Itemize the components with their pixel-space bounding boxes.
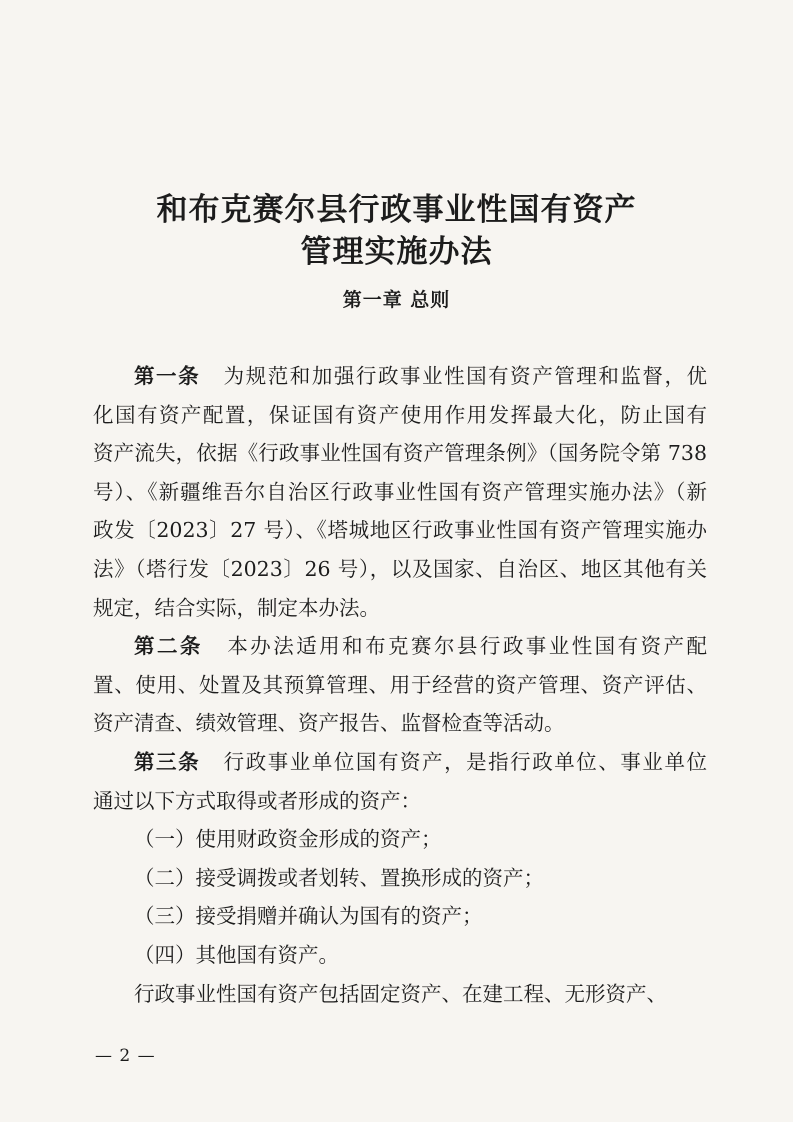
article-3-line: 通过以下方式取得或者形成的资产： [93, 788, 421, 813]
article-1-line: 化国有资产配置，保证国有资产使用作用发挥最大化，防止国有 [93, 402, 707, 427]
article-3-line: 第三条 行政事业单位国有资产，是指行政单位、事业单位 [134, 749, 708, 774]
article-2-lead: 第二条 [134, 634, 203, 659]
article-3-lead: 第三条 [134, 749, 201, 774]
chapter-heading: 第一章 总则 [342, 289, 451, 311]
article-1-lead: 第一条 [134, 364, 201, 388]
article-1-line: 法》（塔行发〔2023〕26 号），以及国家、自治区、地区其他有关 [93, 556, 707, 581]
article-1-line: 号）、《新疆维吾尔自治区行政事业性国有资产管理实施办法》（新 [93, 479, 707, 504]
article-2-line: 置、使用、处置及其预算管理、用于经营的资产管理、资产评估、 [93, 672, 707, 697]
article-3-continuation: 行政事业性国有资产包括固定资产、在建工程、无形资产、 [134, 981, 667, 1006]
list-item: （四）其他国有资产。 [134, 942, 339, 967]
document-title-line1: 和布克赛尔县行政事业性国有资产 [156, 192, 637, 228]
document-body [93, 357, 707, 1013]
list-item: （一）使用财政资金形成的资产； [134, 827, 442, 852]
page-number: — 2 — [95, 1046, 156, 1066]
document-title-line2: 管理实施办法 [300, 234, 493, 270]
article-1-line: 资产流失，依据《行政事业性国有资产管理条例》（国务院令第 738 [93, 441, 707, 466]
article-2-line: 资产清查、绩效管理、资产报告、监督检查等活动。 [93, 711, 565, 736]
article-1-line: 政发〔2023〕27 号）、《塔城地区行政事业性国有资产管理实施办 [93, 518, 707, 543]
list-item: （二）接受调拨或者划转、置换形成的资产； [134, 865, 544, 890]
article-2-line: 第二条 本办法适用和布克赛尔县行政事业性国有资产配 [134, 634, 707, 659]
list-item: （三）接受捐赠并确认为国有的资产； [134, 904, 483, 929]
article-1-line: 第一条 为规范和加强行政事业性国有资产管理和监督，优 [134, 364, 708, 388]
article-1-line: 规定，结合实际，制定本办法。 [93, 595, 380, 620]
